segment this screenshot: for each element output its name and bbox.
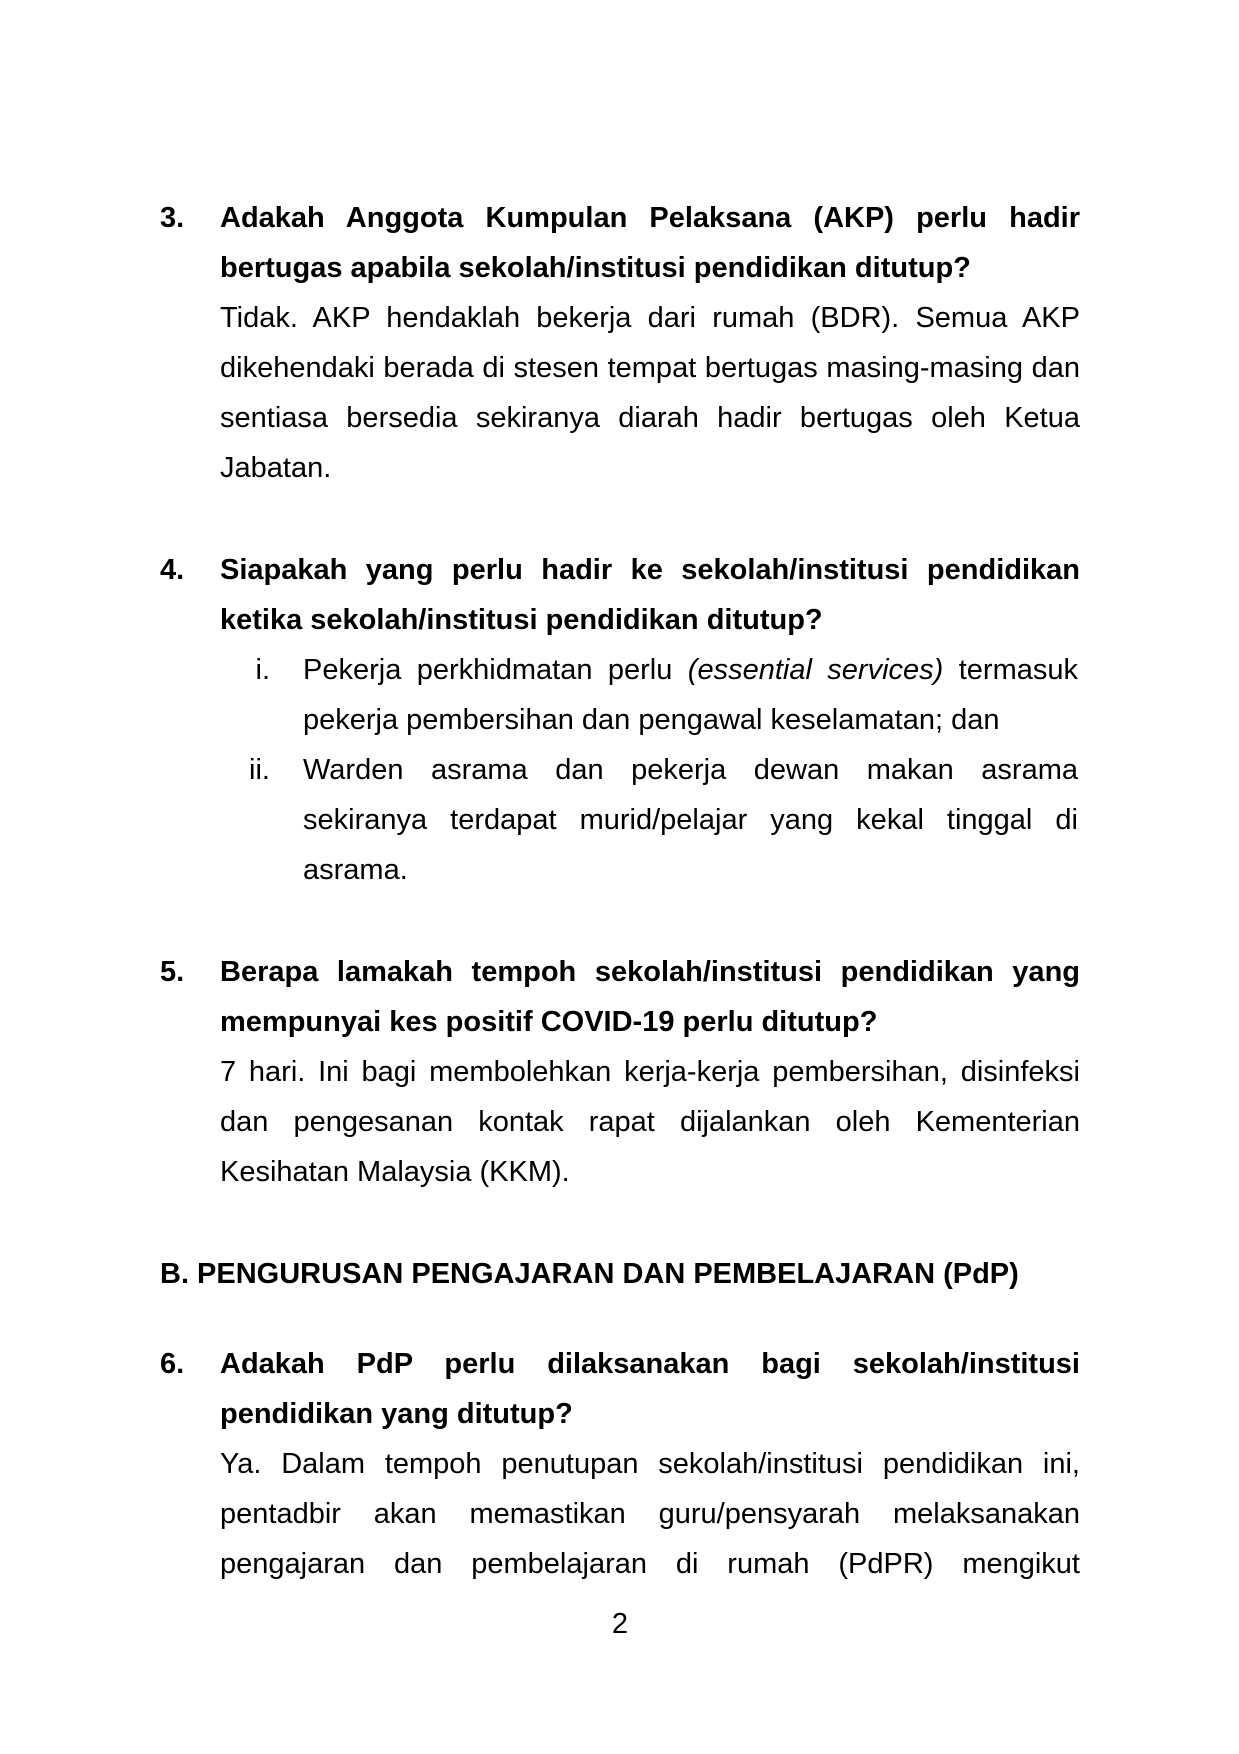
section-b-heading: B. PENGURUSAN PENGAJARAN DAN PEMBELAJARAN (PdP)	[160, 1258, 1019, 1290]
question-text: Adakah PdP perlu dilaksanakan bagi sekolah/institusi pendidikan yang ditutup?	[220, 1348, 1080, 1430]
answer-text: Tidak. AKP hendaklah bekerja dari rumah (BDR). Semua AKP dikehendaki berada di stesen tempat bertugas masing-masing dan sentiasa bersedia sekiranya diarah hadir bertugas oleh Ketua Jabatan.	[220, 302, 1080, 484]
sub-item-i	[220, 645, 1080, 745]
sub-item-numeral: ii.	[249, 754, 270, 786]
question-text: Berapa lamakah tempoh sekolah/institusi pendidikan yang mempunyai kes positif COVID-19 perlu ditutup?	[220, 956, 1080, 1038]
item-number: 4.	[160, 554, 185, 586]
faq-item-6	[160, 1339, 1080, 1589]
faq-item-5	[160, 947, 1080, 1197]
sub-item-text-segment: Pekerja perkhidmatan perlu	[303, 654, 688, 686]
sub-item-text-italic: (essential services)	[687, 654, 944, 686]
sub-item-list	[220, 645, 1080, 895]
sub-item-numeral: i.	[255, 654, 270, 686]
sub-item-text-segment: termasuk pekerja pembersihan dan pengawal keselamatan; dan	[303, 654, 1078, 736]
sub-item-ii	[220, 745, 1080, 895]
item-number: 3.	[160, 202, 185, 234]
faq-item-4	[160, 545, 1080, 895]
item-number: 6.	[160, 1348, 185, 1380]
question-text: Siapakah yang perlu hadir ke sekolah/institusi pendidikan ketika sekolah/institusi pendidikan ditutup?	[220, 554, 1080, 636]
answer-text: 7 hari. Ini bagi membolehkan kerja-kerja pembersihan, disinfeksi dan pengesanan kontak rapat dijalankan oleh Kementerian Kesihatan Malaysia (KKM).	[220, 1056, 1080, 1188]
page-footer	[160, 1599, 1080, 1649]
item-number: 5.	[160, 956, 185, 988]
item-body	[220, 545, 1080, 895]
question-text: Adakah Anggota Kumpulan Pelaksana (AKP) perlu hadir bertugas apabila sekolah/institusi pendidikan ditutup?	[220, 202, 1080, 284]
faq-item-3	[160, 193, 1080, 493]
item-body	[220, 947, 1080, 1197]
page-number: 2	[611, 1608, 629, 1640]
item-body	[220, 1339, 1080, 1589]
sub-item-text	[303, 645, 1078, 745]
sub-item-text: Warden asrama dan pekerja dewan makan asrama sekiranya terdapat murid/pelajar yang kekal tinggal di asrama.	[303, 754, 1078, 886]
answer-text: Ya. Dalam tempoh penutupan sekolah/institusi pendidikan ini, pentadbir akan memastikan guru/pensyarah melaksanakan pengajaran dan pembelajaran di rumah (PdPR) mengikut	[220, 1448, 1080, 1580]
item-body	[220, 193, 1080, 493]
